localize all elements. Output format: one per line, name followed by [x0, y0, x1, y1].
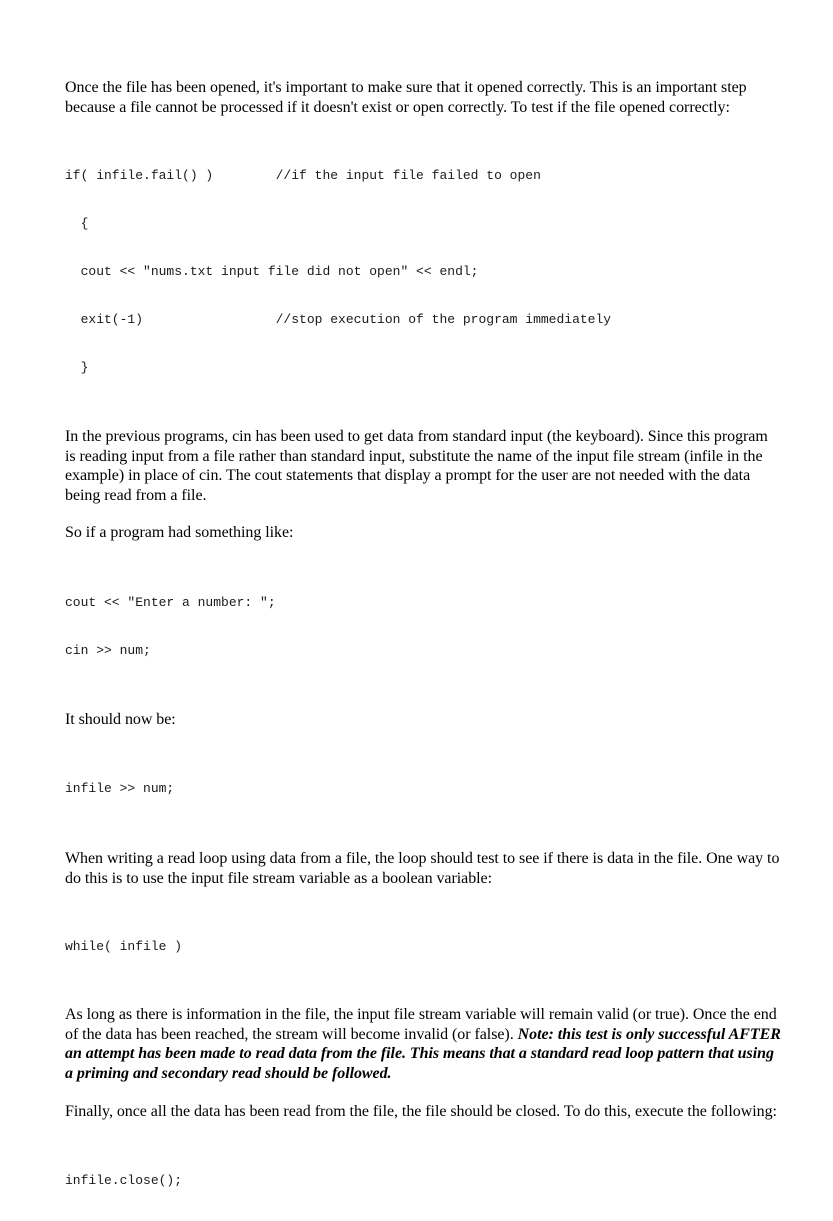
code-block-infile-read: [65, 749, 781, 829]
code-line: cout << "Enter a number: ";: [65, 594, 276, 610]
paragraph-stream-validity-text: As long as there is information in the file, the input file stream variable will remain valid (or true). Once the end of the data has been reached, the stream will become invalid (or false).: [65, 1006, 777, 1043]
code-block-fail-check: [65, 136, 781, 408]
code-line: cout << "nums.txt input file did not open" << endl;: [65, 264, 479, 279]
code-line: exit(-1) //stop execution of the program immediately: [65, 312, 612, 327]
document-page: [65, 78, 781, 1221]
note-emphasis: Note: this test is only successful AFTER an attempt has been made to read data from the file. This means that a standard read loop pattern that using a priming and secondary read should be followed.: [65, 1025, 781, 1082]
paragraph-intro: Once the file has been opened, it's important to make sure that it opened correctly. This is an important step because a file cannot be processed if it doesn't exist or open correctly. To test if the file opened correctly:: [65, 79, 747, 116]
paragraph-example-intro: So if a program had something like:: [65, 524, 294, 541]
code-line: }: [65, 360, 89, 375]
paragraph-read-loop: When writing a read loop using data from a file, the loop should test to see if there is data in the file. One way to do this is to use the input file stream variable as a boolean variable:: [65, 850, 780, 887]
code-block-while-loop: [65, 907, 781, 987]
code-line: infile.close();: [65, 1172, 183, 1188]
code-line: {: [65, 216, 89, 231]
paragraph-should-now-be: It should now be:: [65, 710, 176, 728]
code-line: if( infile.fail() ) //if the input file failed to open: [65, 168, 541, 183]
code-block-prompt: [65, 563, 781, 691]
paragraph-stream-validity: [65, 1005, 781, 1083]
code-block-close: [65, 1141, 781, 1221]
code-line: infile >> num;: [65, 781, 175, 796]
paragraph-cin-substitution: In the previous programs, cin has been used to get data from standard input (the keyboard). Since this program is reading input from a file rather than standard input, substitute the name of the input file stream (infile in the example) in place of cin. The cout statements that display a prompt for the user are not needed with the data being read from a file.: [65, 428, 768, 504]
paragraph-close-file: Finally, once all the data has been read from the file, the file should be closed. To do this, execute the following:: [65, 1103, 777, 1120]
code-line: cin >> num;: [65, 642, 151, 658]
code-line: while( infile ): [65, 939, 183, 954]
